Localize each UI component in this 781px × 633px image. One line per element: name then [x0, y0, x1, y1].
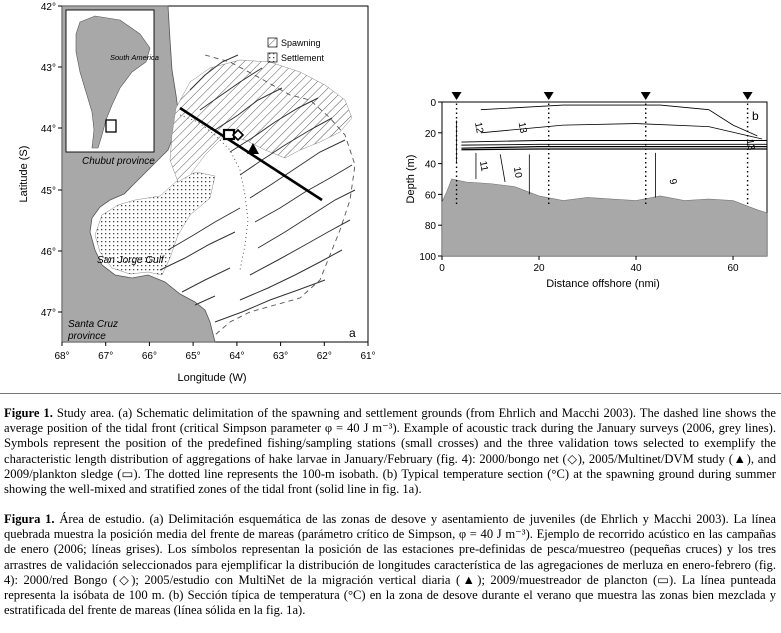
x-tick-label: 67°: [98, 351, 114, 362]
isotherm-label: 11: [476, 160, 490, 173]
y-tick-label: 43°: [40, 63, 56, 74]
y-tick-label: 45°: [40, 186, 56, 197]
panel-b-letter: b: [752, 109, 759, 123]
caption-english: [4, 406, 776, 497]
x-tick-label: 40: [630, 263, 642, 274]
x-tick-label: 65°: [185, 351, 201, 362]
inset-map: [66, 10, 154, 152]
y-tick-label: 44°: [40, 124, 56, 135]
x-tick-label: 68°: [54, 351, 70, 362]
map-y-axis-label: Latitude (S): [18, 145, 30, 203]
caption-english-text: Study area. (a) Schematic delimitation of the spawning and settlement grounds (from Ehrlich and Macchi 2003). The dashed line shows the average position of the tidal front (critical Simpson parameter φ = 40 J m⁻³). Example of acoustic track during the January surveys (2006, grey lines). Symbols represent the position of the predefined fishing/sampling stations (small crosses) and the three validation tows selected to exemplify the characteristic length distribution of aggregations of hake larvae in January/February (fig. 4): 2000/bongo net (◇), 2005/Multinet/DVM study (▲), and 2009/plankton sledge (▭). The dotted line represents the 100-m isobath. (b) Typical temperature section (°C) at the spawning ground during summer showing the well-mixed and stratified zones of the tidal front (solid line in fig. 1a).: [4, 406, 776, 497]
station-marker: [544, 92, 554, 100]
section-x-axis-label: Distance offshore (nmi): [546, 278, 660, 290]
isotherm-label: 13: [515, 121, 529, 135]
y-tick-label: 60: [424, 190, 436, 202]
station-marker: [641, 92, 651, 100]
isotherm-label: 13: [743, 138, 757, 152]
y-tick-label: 80: [424, 221, 436, 233]
x-tick-label: 63°: [273, 351, 289, 362]
y-tick-label: 0: [430, 98, 436, 109]
map-x-axis-label: Longitude (W): [177, 372, 247, 384]
map-inset-label: South America: [110, 53, 159, 62]
legend-spawning-swatch: [268, 38, 277, 47]
caption-english-label: Figure 1.: [4, 406, 53, 420]
y-tick-label: 100: [419, 252, 436, 263]
station-marker: [452, 92, 462, 100]
x-tick-label: 20: [533, 263, 545, 274]
place-santa-cruz-1: Santa Cruz: [68, 319, 119, 330]
y-tick-label: 20: [424, 128, 436, 140]
study-area-map: [0, 0, 380, 392]
isotherm-label: 12: [472, 121, 485, 135]
place-santa-cruz-2: province: [68, 331, 106, 342]
caption-spanish-label: Figura 1.: [4, 512, 55, 526]
caption-spanish-text: Área de estudio. (a) Delimitación esquemática de las zonas de desove y asentamiento de juveniles (de Ehrlich y Macchi 2003). La línea quebrada muestra la posición media del frente de mareas (parámetro crítico de Simpson, φ = 40 J m⁻³). Ejemplo de recorrido acústico en las campañas de enero (2006; líneas grises). Los símbolos representan la posición de las estaciones pre-definidas de pesca/muestreo (pequeñas cruces) y los tres arrastres de validación seleccionados para ejemplificar la distribución de longitudes característica de las agregaciones de merluza en enero-febrero (fig. 4): 2000/red Bongo (◇); 2005/estudio con MultiNet de la migración vertical diaria (▲); 2009/muestreador de plancton (▭). La línea punteada representa la isóbata de 100 m. (b) Sección típica de temperatura (°C) en la zona de desove durante el verano que muestra las zonas bien mezclada y estratificada del frente de mareas (línea sólida en la fig. 1a).: [4, 512, 776, 618]
legend-settlement-label: Settlement: [281, 53, 325, 63]
panel-a-letter: a: [349, 326, 356, 340]
x-tick-label: 60: [727, 263, 739, 274]
station-marker: [743, 92, 753, 100]
y-tick-label: 40: [424, 159, 436, 171]
x-tick-label: 66°: [141, 351, 157, 362]
y-tick-label: 46°: [40, 247, 56, 258]
caption-spanish: [4, 512, 776, 618]
figure-separator: [0, 393, 781, 394]
x-tick-label: 61°: [360, 351, 376, 362]
x-tick-label: 64°: [229, 351, 245, 362]
legend-spawning-label: Spawning: [281, 38, 321, 48]
x-tick-label: 0: [439, 263, 445, 274]
temperature-section-chart: [395, 85, 780, 300]
place-san-jorge: San Jorge Gulf: [97, 255, 164, 266]
isotherm-label: 10: [510, 165, 524, 179]
legend-settlement-swatch: [268, 53, 277, 62]
section-y-axis-label: Depth (m): [405, 154, 417, 204]
isotherm-label: 9: [666, 177, 679, 186]
place-chubut: Chubut province: [82, 156, 155, 167]
y-tick-label: 42°: [40, 2, 56, 13]
x-tick-label: 62°: [316, 351, 332, 362]
y-tick-label: 47°: [40, 308, 56, 319]
